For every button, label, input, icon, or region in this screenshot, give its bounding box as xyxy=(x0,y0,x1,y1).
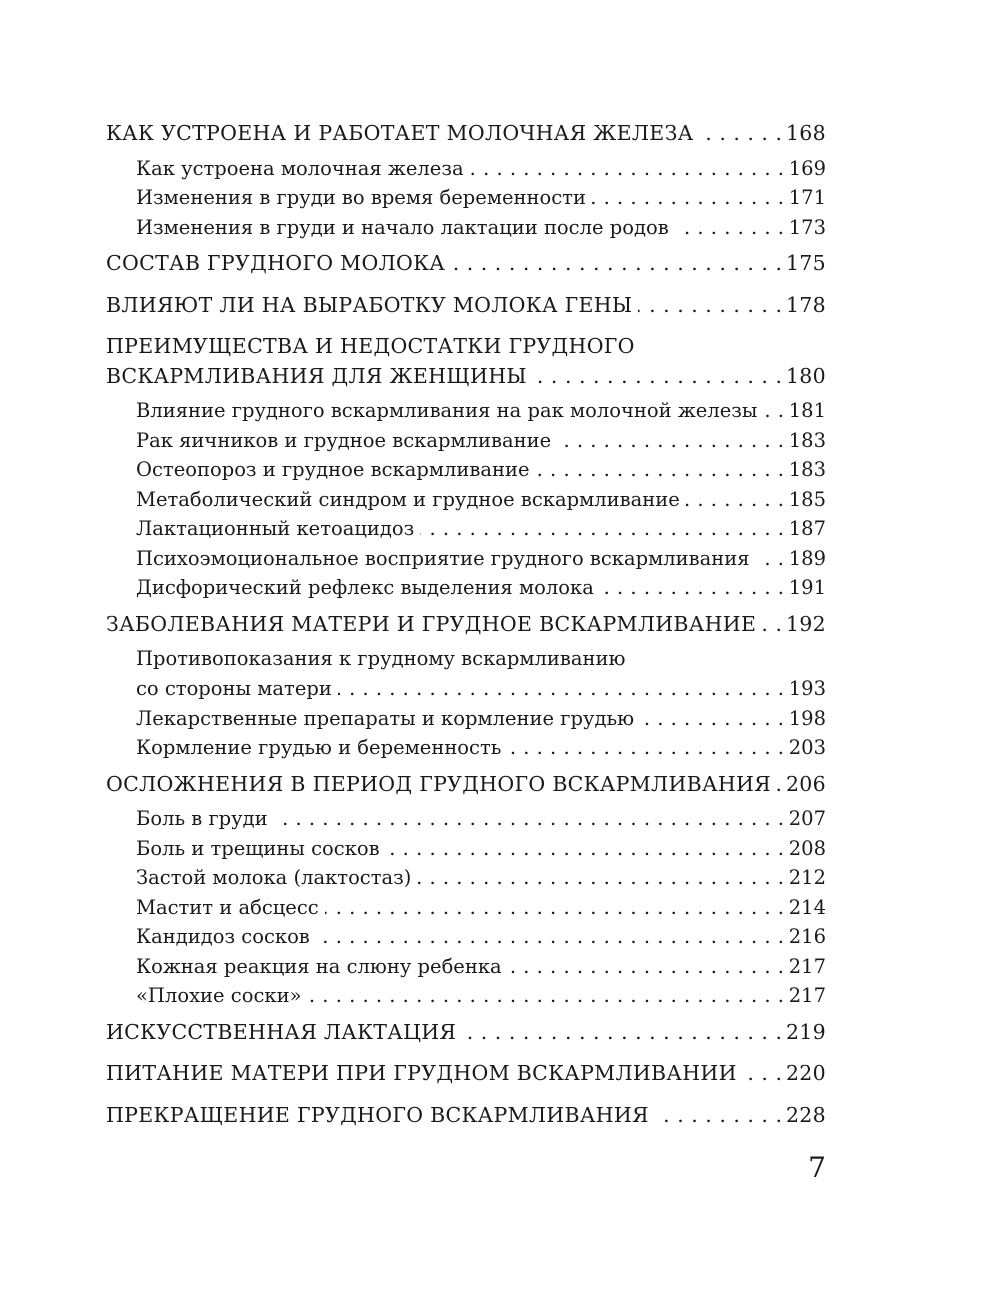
dot-leader xyxy=(600,573,784,603)
toc-entry-page: 212 xyxy=(788,866,826,889)
dot-leader xyxy=(420,514,784,544)
dot-leader xyxy=(417,863,784,893)
toc-entry-title: Застой молока (лактостаз) xyxy=(136,866,412,889)
table-of-contents xyxy=(106,0,826,1300)
dot-leader xyxy=(763,396,784,426)
dot-leader xyxy=(508,952,784,982)
dot-leader xyxy=(675,213,784,243)
toc-entry-title: Боль и трещины сосков xyxy=(136,837,380,860)
toc-entry-title: ПИТАНИЕ МАТЕРИ ПРИ ГРУДНОМ ВСКАРМЛИВАНИИ xyxy=(106,1061,737,1085)
toc-entry-section xyxy=(136,485,826,515)
dot-leader xyxy=(686,485,784,515)
toc-entry-chapter xyxy=(106,1017,826,1047)
toc-entry-title: Остеопороз и грудное вскармливание xyxy=(136,458,530,481)
toc-entry-page: 181 xyxy=(788,399,826,422)
toc-entry-title: Боль в груди xyxy=(136,807,268,830)
toc-entry-section xyxy=(136,154,826,184)
toc-entry-page: 187 xyxy=(788,517,826,540)
toc-entry-section xyxy=(136,183,826,213)
toc-entry-title: «Плохие соски» xyxy=(136,984,302,1007)
toc-entry-title: Дисфорический рефлекс выделения молока xyxy=(136,576,594,599)
toc-entry-title: Рак яичников и грудное вскармливание xyxy=(136,429,552,452)
toc-entry-title: Как устроена молочная железа xyxy=(136,157,464,180)
toc-entry-chapter xyxy=(106,1100,826,1130)
toc-entry-page: 178 xyxy=(785,293,826,317)
toc-entry-page: 183 xyxy=(788,458,826,481)
dot-leader xyxy=(762,609,782,639)
toc-entry-title: Кормление грудью и беременность xyxy=(136,736,502,759)
dot-leader xyxy=(308,981,785,1011)
toc-entry-title: КАК УСТРОЕНА И РАБОТАЕТ МОЛОЧНАЯ ЖЕЛЕЗА xyxy=(106,121,694,145)
toc-entry-section xyxy=(136,396,826,426)
toc-entry-section xyxy=(136,704,826,734)
dot-leader xyxy=(386,834,784,864)
toc-entry-page: 203 xyxy=(788,736,826,759)
toc-entry-title: Лекарственные препараты и кормление грудью xyxy=(136,707,635,730)
toc-entry-section xyxy=(136,213,826,243)
toc-entry-title: Изменения в груди во время беременности xyxy=(136,186,586,209)
dot-leader xyxy=(462,1017,782,1047)
toc-entry-title-line1: ПРЕИМУЩЕСТВА И НЕДОСТАТКИ ГРУДНОГО xyxy=(106,334,635,358)
toc-entry-page: 185 xyxy=(788,488,826,511)
toc-entry-page: 169 xyxy=(788,157,826,180)
toc-entry-chapter xyxy=(106,769,826,799)
toc-entry-chapter xyxy=(106,609,826,639)
toc-entry-title: Кожная реакция на слюну ребенка xyxy=(136,955,502,978)
dot-leader xyxy=(640,704,784,734)
toc-entry-page: 189 xyxy=(788,547,826,570)
toc-entry-title: ВЛИЯЮТ ЛИ НА ВЫРАБОТКУ МОЛОКА ГЕНЫ xyxy=(106,293,633,317)
toc-entry-section xyxy=(136,981,826,1011)
dot-leader xyxy=(592,183,784,213)
toc-entry-page: 191 xyxy=(788,576,826,599)
dot-leader xyxy=(274,804,784,834)
toc-entry-page: 175 xyxy=(785,251,826,275)
toc-entry-page: 217 xyxy=(788,955,826,978)
toc-entry-page: 192 xyxy=(785,612,826,636)
dot-leader xyxy=(536,455,784,485)
toc-entry-page: 217 xyxy=(788,984,826,1007)
toc-entry-section xyxy=(136,893,826,923)
toc-entry-section xyxy=(136,863,826,893)
toc-entry-title: Кандидоз сосков xyxy=(136,925,310,948)
toc-entry-title: СОСТАВ ГРУДНОГО МОЛОКА xyxy=(106,251,446,275)
dot-leader xyxy=(507,733,784,763)
toc-entry-title: Психоэмоциональное восприятие грудного вскармливания xyxy=(136,547,750,570)
toc-entry-page: 193 xyxy=(788,677,826,700)
toc-entry-section xyxy=(136,573,826,603)
dot-leader xyxy=(470,154,784,184)
toc-entry-page: 171 xyxy=(788,186,826,209)
toc-entry-page: 208 xyxy=(788,837,826,860)
toc-entry-section xyxy=(136,952,826,982)
toc-entry-title: со стороны матери xyxy=(136,677,332,700)
dot-leader xyxy=(316,922,784,952)
dot-leader xyxy=(533,361,782,391)
toc-entry-title: Изменения в груди и начало лактации после родов xyxy=(136,216,669,239)
dot-leader xyxy=(777,769,782,799)
toc-entry-page: 168 xyxy=(785,121,826,145)
toc-entry-title: Влияние грудного вскармливания на рак молочной железы xyxy=(136,399,758,422)
dot-leader xyxy=(743,1058,782,1088)
toc-entry-page: 198 xyxy=(788,707,826,730)
toc-entry-page: 214 xyxy=(788,896,826,919)
dot-leader xyxy=(655,1100,782,1130)
dot-leader xyxy=(338,674,784,704)
toc-entry-page: 180 xyxy=(785,364,826,388)
toc-entry-chapter xyxy=(106,118,826,148)
toc-entry-title: ИСКУССТВЕННАЯ ЛАКТАЦИЯ xyxy=(106,1020,457,1044)
toc-entry-section xyxy=(136,544,826,574)
toc-entry-section xyxy=(136,455,826,485)
dot-leader xyxy=(451,248,782,278)
toc-entry-section xyxy=(136,514,826,544)
toc-entry-section xyxy=(136,644,826,704)
toc-entry-title: ЗАБОЛЕВАНИЯ МАТЕРИ И ГРУДНОЕ ВСКАРМЛИВАНИЕ xyxy=(106,612,757,636)
toc-entry-chapter xyxy=(106,1058,826,1088)
page-number: 7 xyxy=(808,1151,826,1184)
toc-entry-title: Мастит и абсцесс xyxy=(136,896,319,919)
toc-entry-chapter xyxy=(106,248,826,278)
toc-entry-title: ВСКАРМЛИВАНИЯ ДЛЯ ЖЕНЩИНЫ xyxy=(106,364,527,388)
toc-entry-section xyxy=(136,834,826,864)
toc-entry-page: 173 xyxy=(788,216,826,239)
toc-entry-page: 219 xyxy=(785,1020,826,1044)
dot-leader xyxy=(756,544,784,574)
dot-leader xyxy=(325,893,784,923)
dot-leader xyxy=(699,118,782,148)
dot-leader xyxy=(638,290,782,320)
toc-entry-page: 216 xyxy=(788,925,826,948)
toc-entry-section xyxy=(136,733,826,763)
toc-entry-section xyxy=(136,922,826,952)
toc-entry-page: 183 xyxy=(788,429,826,452)
toc-entry-title: ОСЛОЖНЕНИЯ В ПЕРИОД ГРУДНОГО ВСКАРМЛИВАНИЯ xyxy=(106,772,772,796)
toc-entry-section xyxy=(136,804,826,834)
dot-leader xyxy=(557,426,784,456)
toc-entry-title: ПРЕКРАЩЕНИЕ ГРУДНОГО ВСКАРМЛИВАНИЯ xyxy=(106,1103,649,1127)
toc-entry-title: Лактационный кетоацидоз xyxy=(136,517,415,540)
toc-entry-title-line1: Противопоказания к грудному вскармливанию xyxy=(136,647,626,670)
toc-entry-chapter xyxy=(106,290,826,320)
toc-entry-title: Метаболический синдром и грудное вскармливание xyxy=(136,488,680,511)
toc-entry-page: 207 xyxy=(788,807,826,830)
toc-entry-page: 228 xyxy=(785,1103,826,1127)
toc-entry-page: 220 xyxy=(785,1061,826,1085)
toc-entry-chapter xyxy=(106,331,826,391)
toc-entry-section xyxy=(136,426,826,456)
toc-entry-page: 206 xyxy=(785,772,826,796)
